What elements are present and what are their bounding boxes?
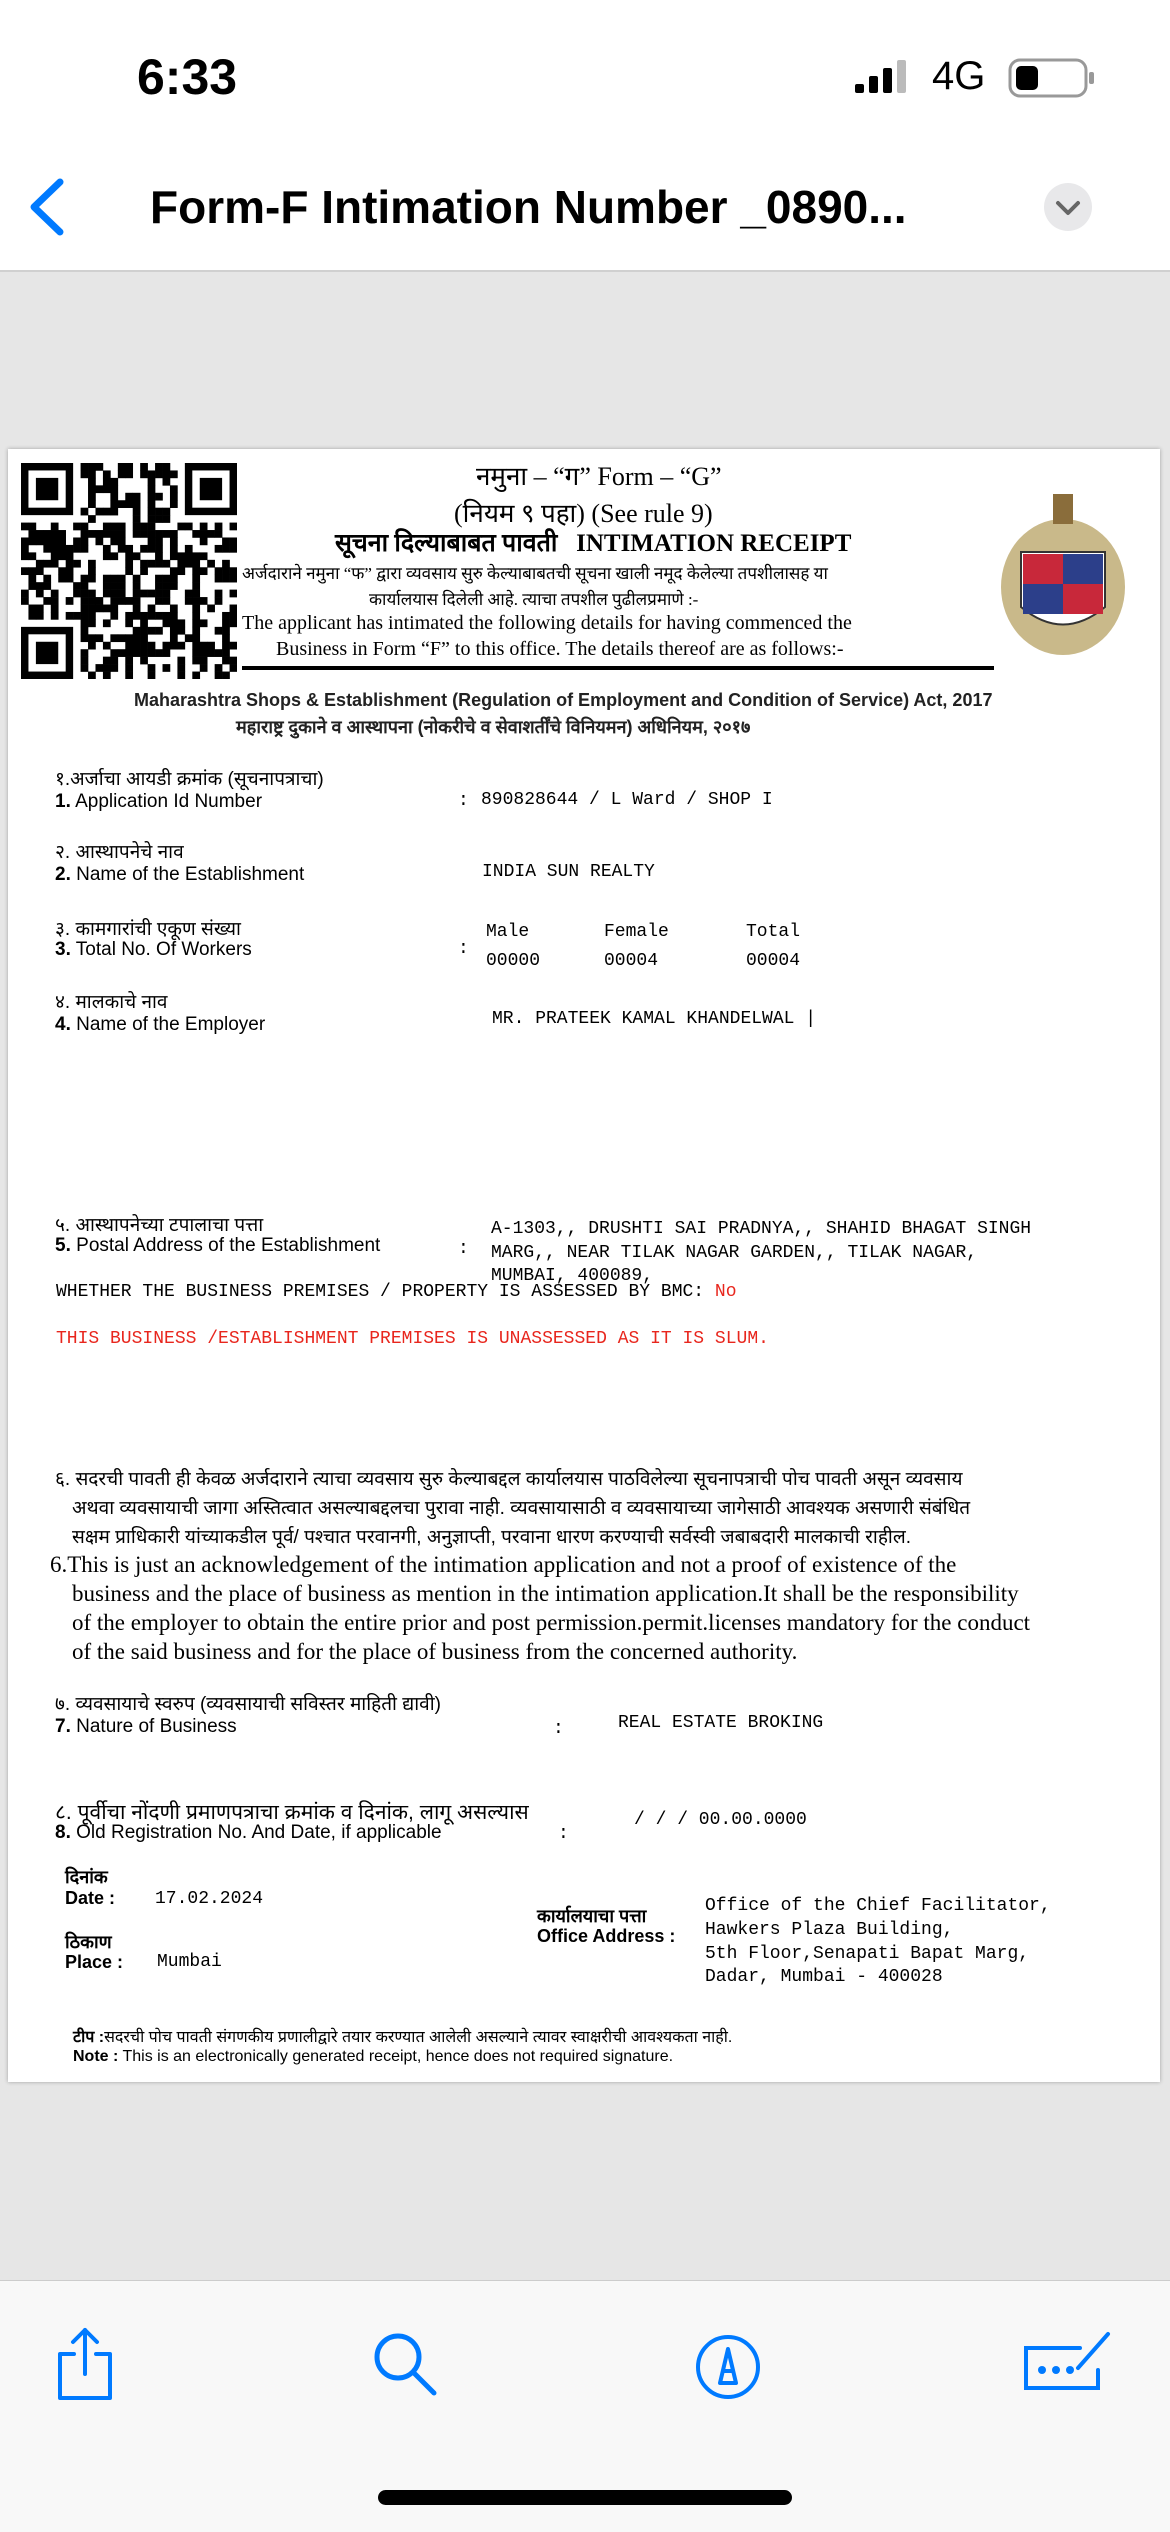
- item1-label-mr: १.अर्जाचा आयडी क्रमांक (सूचनापत्राचा): [55, 769, 324, 790]
- pdf-page: [8, 449, 1160, 2082]
- item1-label-en: Application Id Number: [75, 791, 263, 812]
- female-count: 00004: [604, 951, 659, 971]
- para6-en-1: 6.This is just an acknowledgement of the intimation application and not a proof of existence of the: [50, 1552, 957, 1577]
- note-en-label: Note :: [73, 2048, 119, 2065]
- office-line-3: 5th Floor,Senapati Bapat Marg,: [705, 1944, 1030, 1964]
- para6-en-3: of the employer to obtain the entire prior and post permission.permit.licenses mandatory for the conduct: [72, 1610, 1031, 1635]
- para6-mr-2: अथवा व्यवसायाची जागा अस्तित्वात असल्याबद्दलचा पुरावा नाही. व्यवसायासाठी व व्यवसायाच्या जागेसाठी आवश्यक असणारी संबंधित: [72, 1498, 971, 1519]
- slum-notice: THIS BUSINESS /ESTABLISHMENT PREMISES IS UNASSESSED AS IT IS SLUM.: [56, 1329, 769, 1349]
- intro-en-2: Business in Form “F” to this office. The details thereof are as follows:-: [276, 638, 844, 660]
- back-chevron-icon[interactable]: [22, 172, 72, 247]
- office-line-1: Office of the Chief Facilitator,: [705, 1896, 1051, 1916]
- markup-pen-icon[interactable]: [694, 2333, 762, 2406]
- item7-label-mr: ७. व्यवसायाचे स्वरुप (व्यवसायाची सविस्तर माहिती द्यावी): [55, 1694, 441, 1715]
- header-divider: [242, 666, 994, 670]
- office-line-2: Hawkers Plaza Building,: [705, 1920, 954, 1940]
- note-mr-label: टीप :: [73, 2029, 105, 2046]
- item8-num: 8.: [55, 1822, 71, 1843]
- item2-label-mr: २. आस्थापनेचे नाव: [55, 842, 184, 863]
- item4-label-en: Name of the Employer: [76, 1014, 266, 1035]
- share-icon[interactable]: [54, 2326, 116, 2407]
- note-mr: सदरची पोच पावती संगणकीय प्रणालीद्वारे तयार करण्यात आलेली असल्याने त्यावर स्वाक्षरीची आवश्यकता नाही.: [104, 2029, 733, 2046]
- bmc-emblem-logo: [996, 492, 1130, 667]
- qr-code: [21, 463, 237, 684]
- item5-num: 5.: [55, 1235, 71, 1256]
- item5-label-en: Postal Address of the Establishment: [76, 1235, 381, 1256]
- item3-label-mr: ३. कामगारांची एकूण संख्या: [55, 919, 241, 940]
- item3-num: 3.: [55, 939, 71, 960]
- employer-name-value: MR. PRATEEK KAMAL KHANDELWAL |: [492, 1009, 817, 1029]
- bmc-question: WHETHER THE BUSINESS PREMISES / PROPERTY IS ASSESSED BY BMC:: [56, 1282, 705, 1302]
- total-label: Total: [746, 922, 801, 942]
- address-line-3: MUMBAI, 400089,: [491, 1266, 654, 1286]
- old-registration-value: / / / 00.00.0000: [634, 1810, 807, 1830]
- date-label-en: Date :: [65, 1888, 116, 1908]
- battery-icon: [1008, 58, 1098, 103]
- item1-colon: :: [458, 791, 469, 811]
- nav-bar: [0, 150, 1170, 272]
- item1-num: 1.: [55, 791, 71, 812]
- item7-label-en: Nature of Business: [76, 1716, 237, 1737]
- act-title-en: Maharashtra Shops & Establishment (Regulation of Employment and Condition of Service) Act, 2017: [134, 690, 993, 710]
- receipt-title-mr: सूचना दिल्याबाबत पावती: [335, 530, 558, 557]
- nature-of-business-value: REAL ESTATE BROKING: [618, 1713, 824, 1733]
- receipt-title-en: INTIMATION RECEIPT: [576, 530, 852, 557]
- item4-num: 4.: [55, 1014, 71, 1035]
- item2-label-en: Name of the Establishment: [76, 864, 305, 885]
- address-line-1: A-1303,, DRUSHTI SAI PRADNYA,, SHAHID BHAGAT SINGH: [491, 1219, 1032, 1239]
- item3-label-en: Total No. Of Workers: [75, 939, 252, 960]
- intro-en-1: The applicant has intimated the following details for having commenced the: [242, 612, 852, 634]
- network-label: 4G: [932, 54, 986, 98]
- establishment-name-value: INDIA SUN REALTY: [482, 862, 655, 882]
- item7-num: 7.: [55, 1716, 71, 1737]
- title-menu-chevron-icon[interactable]: [1043, 182, 1093, 237]
- place-value: Mumbai: [157, 1952, 222, 1972]
- item3-colon: :: [458, 939, 469, 959]
- intro-mr-1: अर्जदाराने नमुना “फ” द्वारा व्यवसाय सुरु केल्याबाबतची सूचना खाली नमूद केलेल्या तपशीलासह या: [242, 564, 828, 583]
- signal-icon: [855, 60, 910, 101]
- place-label-en: Place :: [65, 1952, 124, 1972]
- document-title[interactable]: Form-F Intimation Number _0890...: [150, 181, 907, 233]
- status-time: 6:33: [137, 49, 238, 105]
- office-label-en: Office Address :: [537, 1926, 676, 1946]
- rule-reference: (नियम ९ पहा) (See rule 9): [454, 499, 713, 528]
- item5-label-mr: ५. आस्थापनेच्या टपालाचा पत्ता: [55, 1215, 264, 1236]
- application-id-value: 890828644 / L Ward / SHOP I: [481, 790, 773, 810]
- address-line-2: MARG,, NEAR TILAK NAGAR GARDEN,, TILAK NAGAR,: [491, 1243, 978, 1263]
- female-label: Female: [604, 922, 669, 942]
- home-indicator[interactable]: [378, 2490, 792, 2505]
- office-label-mr: कार्यालयाचा पत्ता: [537, 1906, 647, 1926]
- date-label-mr: दिनांक: [65, 1867, 108, 1887]
- para6-en-2: business and the place of business as mention in the intimation application.It shall be the responsibility: [72, 1581, 1019, 1606]
- item5-colon: :: [458, 1239, 469, 1259]
- bmc-answer: No: [714, 1282, 737, 1302]
- para6-en-4: of the said business and for the place of business from the concerned authority.: [72, 1639, 798, 1664]
- place-label-mr: ठिकाण: [65, 1932, 112, 1952]
- act-title-mr: महाराष्ट्र दुकाने व आस्थापना (नोकरीचे व सेवाशर्तींचे विनियमन) अधिनियम, २०१७: [236, 717, 751, 737]
- para6-mr-1: ६. सदरची पावती ही केवळ अर्जदाराने त्याचा व्यवसाय सुरु केल्याबद्दल कार्यालयास पाठविलेल्या सूचनापत्राची पोच पावती असून व्यवसाय: [55, 1469, 963, 1490]
- male-count: 00000: [486, 951, 541, 971]
- item4-label-mr: ४. मालकाचे नाव: [55, 992, 168, 1013]
- item7-colon: :: [553, 1719, 564, 1739]
- item8-label-en: Old Registration No. And Date, if applicable: [76, 1822, 442, 1843]
- item8-label-mr: ८. पूर्वीचा नोंदणी प्रमाणपत्राचा क्रमांक व दिनांक, लागू असल्यास: [55, 1801, 529, 1824]
- search-icon[interactable]: [370, 2329, 440, 2404]
- intro-mr-2: कार्यालयास दिलेली आहे. त्याचा तपशील पुढीलप्रमाणे :-: [369, 590, 699, 609]
- male-label: Male: [486, 922, 530, 942]
- note-en: This is an electronically generated receipt, hence does not required signature.: [122, 2048, 674, 2065]
- item2-num: 2.: [55, 864, 71, 885]
- office-line-4: Dadar, Mumbai - 400028: [705, 1967, 943, 1987]
- form-heading: नमुना – “ग” Form – “G”: [476, 462, 722, 491]
- form-fill-icon[interactable]: [1018, 2326, 1114, 2401]
- para6-mr-3: सक्षम प्राधिकारी यांच्याकडील पूर्व/ पश्चात परवानगी, अनुज्ञाप्ती, परवाना धारण करण्याची सर्वस्वी जबाबदारी मालकाची राहील.: [72, 1527, 911, 1548]
- item8-colon: :: [558, 1824, 569, 1844]
- date-value: 17.02.2024: [155, 1889, 264, 1909]
- total-count: 00004: [746, 951, 801, 971]
